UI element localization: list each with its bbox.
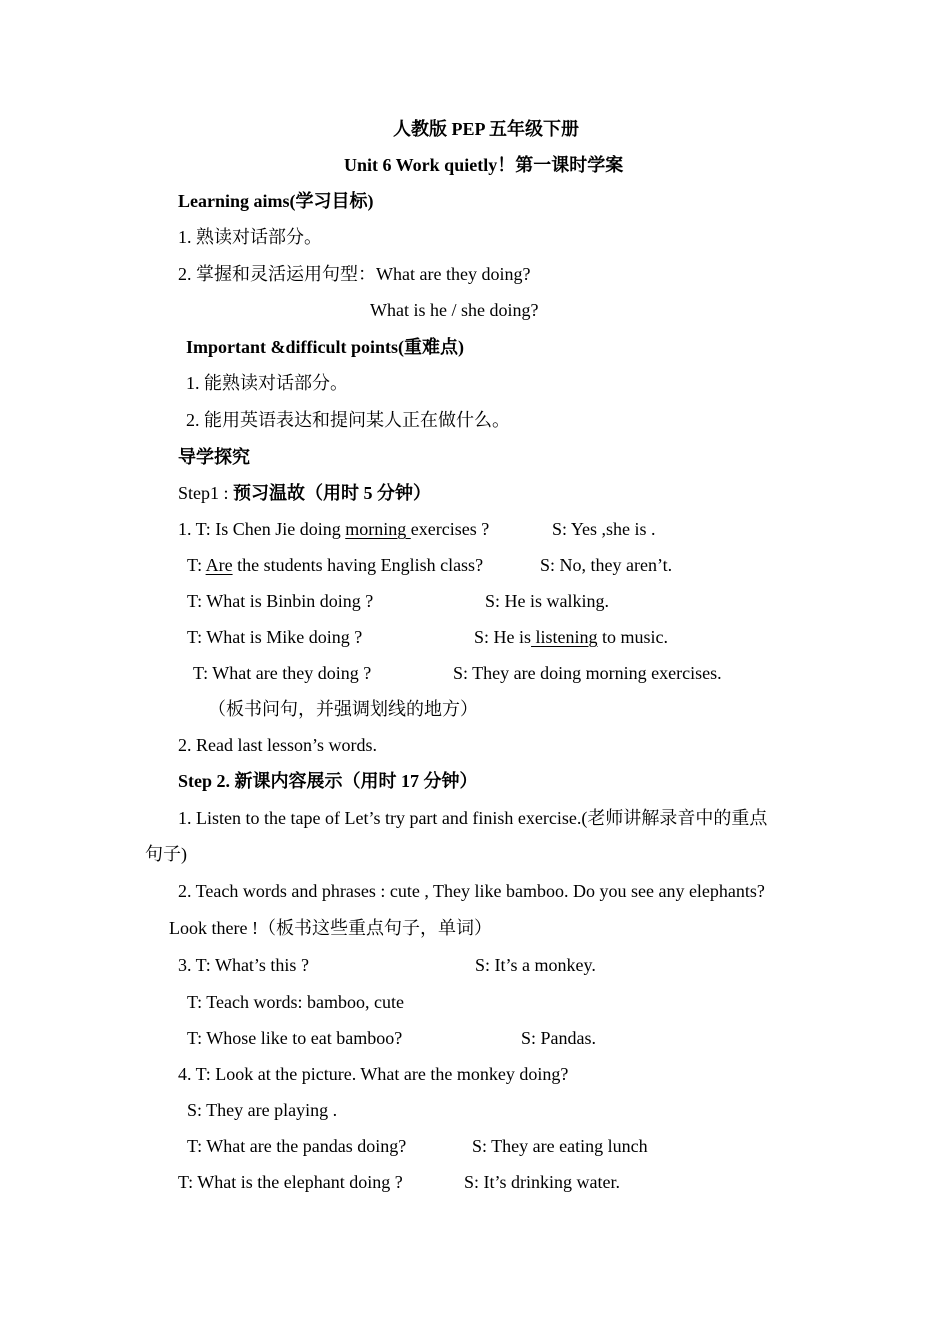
dialog-line-3-teacher: T: What is Binbin doing ? (187, 591, 374, 611)
underlined-text: morning (345, 519, 411, 539)
step2-item-4-question-3: T: What is the elephant doing ? (178, 1172, 403, 1192)
text-segment: exercises ? (410, 519, 490, 539)
step2-item-4-answer-2: S: They are eating lunch (472, 1136, 648, 1156)
step2-item-3-answer: S: Pandas. (521, 1028, 597, 1048)
underlined-text: Are (205, 555, 233, 575)
step2-item-4-question-2: T: What are the pandas doing? (187, 1136, 407, 1156)
dialog-line-4-teacher: T: What is Mike doing ? (187, 627, 363, 647)
step2-item-4-answer-1: S: They are playing . (187, 1100, 338, 1120)
dialog-line-5-teacher: T: What are they doing ? (193, 663, 372, 683)
text-segment: the students having English class? (232, 555, 484, 575)
guide-heading: 导学探究 (178, 447, 250, 467)
learning-aim-1: 1. 熟读对话部分。 (178, 227, 322, 247)
step1-item-2: 2. Read last lesson’s words. (178, 735, 377, 755)
document-subtitle: Unit 6 Work quietly！第一课时学案 (344, 155, 624, 175)
underlined-text: listening (531, 627, 598, 647)
text-segment: to music. (597, 627, 669, 647)
document-title: 人教版 PEP 五年级下册 (393, 119, 580, 139)
step2-item-4: 4. T: Look at the picture. What are the monkey doing? (178, 1064, 569, 1084)
step2-item-3-teacher: 3. T: What’s this ? (178, 955, 309, 975)
step2-item-2-cont: Look there !（板书这些重点句子，单词） (169, 918, 492, 938)
dialog-line-1-teacher (178, 518, 489, 540)
step1-title: 预习温故（用时 5 分钟） (233, 483, 432, 503)
learning-aims-heading: Learning aims(学习目标) (178, 191, 374, 211)
learning-aim-2: 2. 掌握和灵活运用句型：What are they doing? (178, 264, 531, 284)
text-segment: S: He is (474, 627, 532, 647)
dialog-line-5-student: S: They are doing morning exercises. (453, 663, 722, 683)
dialog-line-2-teacher (187, 554, 483, 576)
dialog-line-3-student: S: He is walking. (485, 591, 609, 611)
step2-heading: Step 2. 新课内容展示（用时 17 分钟） (178, 771, 478, 791)
text-segment: T: (187, 555, 206, 575)
learning-aim-2-cont: What is he / she doing? (370, 300, 539, 320)
dialog-line-2-student: S: No, they aren’t. (540, 555, 673, 575)
key-point-1: 1. 能熟读对话部分。 (186, 373, 348, 393)
key-point-2: 2. 能用英语表达和提问某人正在做什么。 (186, 410, 510, 430)
text-segment: 1. T: Is Chen Jie doing (178, 519, 346, 539)
step2-item-4-answer-3: S: It’s drinking water. (464, 1172, 620, 1192)
step2-item-2: 2. Teach words and phrases : cute , They like bamboo. Do you see any elephants? (178, 881, 765, 901)
step2-item-3-question: T: Whose like to eat bamboo? (187, 1028, 403, 1048)
dialog-line-1-student: S: Yes ,she is . (552, 519, 656, 539)
step2-item-3-student: S: It’s a monkey. (475, 955, 596, 975)
step2-item-3-teach-words: T: Teach words: bamboo, cute (187, 992, 404, 1012)
step2-item-1: 1. Listen to the tape of Let’s try part and finish exercise.(老师讲解录音中的重点 (178, 808, 768, 828)
step2-item-1-cont: 句子) (145, 844, 187, 864)
dialog-line-4-student (474, 626, 668, 648)
key-points-heading: Important &difficult points(重难点) (186, 337, 464, 357)
step1-heading (178, 482, 431, 504)
board-note: （板书问句，并强调划线的地方） (208, 699, 478, 719)
step1-prefix: Step1 : (178, 483, 234, 503)
